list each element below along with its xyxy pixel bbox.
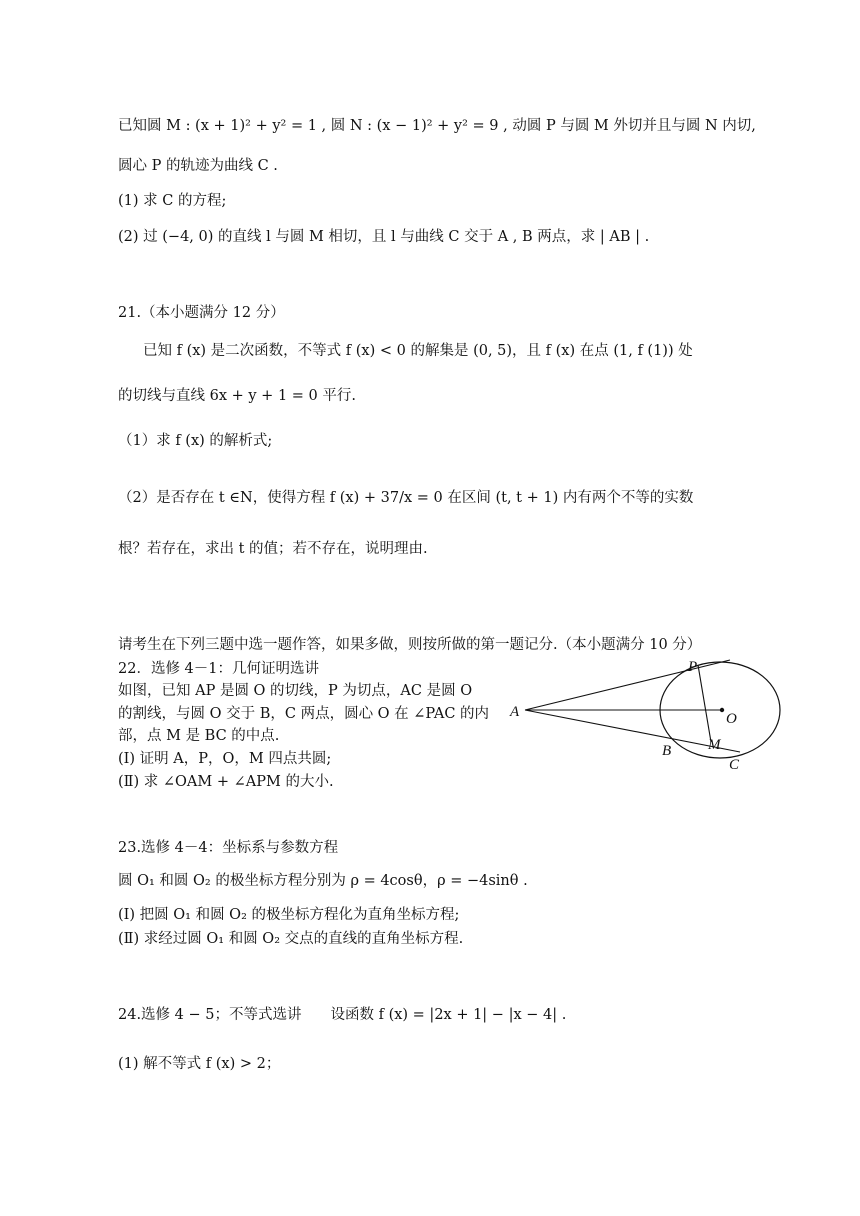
text-line: (Ⅰ) 证明 A，P，O，M 四点共圆; bbox=[118, 751, 332, 767]
label-m: M bbox=[708, 737, 721, 753]
line-pm bbox=[698, 665, 711, 742]
text-line: （2）是否存在 t ∈N，使得方程 f (x) + 37/x = 0 在区间 (t, t + 1) 内有两个不等的实数 bbox=[118, 490, 694, 506]
text-line: (Ⅱ) 求经过圆 O₁ 和圆 O₂ 交点的直线的直角坐标方程. bbox=[118, 931, 464, 947]
text-line: (Ⅱ) 求 ∠OAM + ∠APM 的大小. bbox=[118, 774, 334, 790]
text-line: 24.选修 4 − 5；不等式选讲 设函数 f (x) = |2x + 1| − |x − 4| . bbox=[118, 1007, 567, 1023]
text-line: 圆 O₁ 和圆 O₂ 的极坐标方程分别为 ρ = 4cosθ，ρ = −4sinθ . bbox=[118, 873, 528, 889]
text-line: 的割线，与圆 O 交于 B，C 两点，圆心 O 在 ∠PAC 的内 bbox=[118, 706, 490, 722]
center-point-o bbox=[720, 708, 724, 712]
tangent-line-ap bbox=[525, 660, 730, 710]
label-c: C bbox=[729, 757, 740, 773]
text-line: 21.（本小题满分 12 分） bbox=[118, 305, 285, 321]
text-line: 请考生在下列三题中选一题作答，如果多做，则按所做的第一题记分.（本小题满分 10 分） bbox=[118, 637, 702, 653]
text-line: 圆心 P 的轨迹为曲线 C . bbox=[118, 158, 278, 174]
text-line: 23.选修 4－4：坐标系与参数方程 bbox=[118, 840, 339, 856]
text-line: 部，点 M 是 BC 的中点. bbox=[118, 728, 280, 744]
label-b: B bbox=[662, 743, 672, 759]
text-line: 如图，已知 AP 是圆 O 的切线，P 为切点，AC 是圆 O bbox=[118, 683, 473, 699]
text-line: 根？若存在，求出 t 的值；若不存在，说明理由. bbox=[118, 541, 428, 557]
text-line: (Ⅰ) 把圆 O₁ 和圆 O₂ 的极坐标方程化为直角坐标方程; bbox=[118, 907, 460, 923]
text-line: (1) 求 C 的方程; bbox=[118, 193, 227, 209]
text-line: 已知圆 M : (x + 1)² + y² = 1 , 圆 N : (x − 1)² + y² = 9 , 动圆 P 与圆 M 外切并且与圆 N 内切, bbox=[118, 118, 756, 134]
text-line: 已知 f (x) 是二次函数，不等式 f (x) < 0 的解集是 (0, 5)，且 f (x) 在点 (1, f (1)) 处 bbox=[143, 343, 693, 359]
geometry-figure bbox=[505, 655, 795, 780]
label-a: A bbox=[510, 704, 520, 720]
text-line: 22．选修 4－1：几何证明选讲 bbox=[118, 661, 320, 677]
text-line: (2) 过 (−4, 0) 的直线 l 与圆 M 相切，且 l 与曲线 C 交于 A , B 两点，求 | AB | . bbox=[118, 229, 650, 245]
label-o: O bbox=[726, 711, 737, 727]
label-p: P bbox=[688, 659, 698, 675]
text-line: (1) 解不等式 f (x) > 2； bbox=[118, 1056, 281, 1072]
text-line: 的切线与直线 6x + y + 1 = 0 平行. bbox=[118, 388, 356, 404]
text-line: （1）求 f (x) 的解析式; bbox=[118, 433, 273, 449]
